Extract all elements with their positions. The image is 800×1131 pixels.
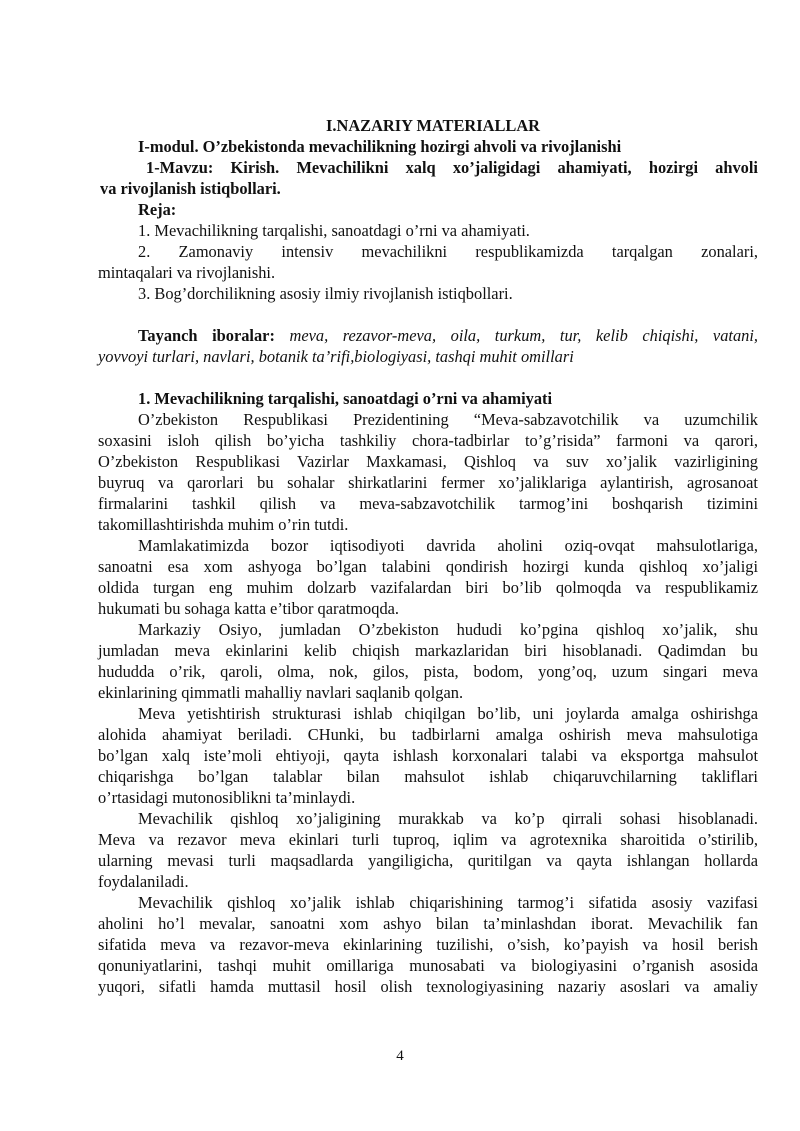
paragraph-line: Mevachilik qishloq xo’jalik ishlab chiqarishining tarmog’i sifatida asosiy vazifasi: [138, 893, 758, 912]
paragraph-line: Mevachilik qishloq xo’jaligining murakkab va ko’p qirrali sohasi hisoblanadi.: [138, 809, 758, 828]
paragraph-line: ekinlarining qimmatli mahalliy navlari saqlanib qolgan.: [98, 683, 464, 702]
keywords-text-1: meva, rezavor-meva, oila, turkum, tur, kelib chiqishi, vatani,: [289, 326, 758, 345]
paragraph-line: jumladan meva ekinlarini kelib chiqish markazlaridan biri hisoblanadi. Qadimdan bu: [98, 641, 758, 660]
plan-item-2-line-1: 2. Zamonaviy intensiv mevachilikni respublikamizda tarqalgan zonalari,: [138, 242, 758, 261]
paragraph-line: ularning mevasi turli maqsadlarda yangiligicha, quritilgan va qayta ishlangan hollarda: [98, 851, 758, 870]
document-page: [98, 115, 758, 997]
paragraph-line: firmalarini tashkil qilish va meva-sabzavotchilik tarmog’ini boshqarish tizimini: [98, 494, 758, 513]
topic-heading-line-1: 1-Mavzu: Kirish. Mevachilikni xalq xo’jaligidagi ahamiyati, hozirgi ahvoli: [146, 158, 758, 177]
paragraph-line: hududda o’rik, qaroli, olma, nok, gilos, pista, bodom, yong’oq, uzum singari meva: [98, 662, 758, 681]
paragraph-5: [98, 808, 758, 892]
plan-item-3: 3. Bog’dorchilikning asosiy ilmiy rivojlanish istiqbollari.: [138, 284, 513, 303]
plan-label: Reja:: [138, 200, 177, 219]
keywords-line-2: yovvoyi turlari, navlari, botanik ta’rifi,biologiyasi, tashqi muhit omillari: [98, 347, 574, 366]
paragraph-1: [98, 409, 758, 535]
page-number: 4: [396, 1048, 404, 1064]
paragraph-line: alohida ahamiyat beriladi. CHunki, bu tadbirlarni amalga oshirish meva mahsulotiga: [98, 725, 758, 744]
paragraph-line: Markaziy Osiyo, jumladan O’zbekiston hududi ko’pgina qishloq xo’jalik, shu: [138, 620, 758, 639]
section-1-title: 1. Mevachilikning tarqalishi, sanoatdagi o’rni va ahamiyati: [138, 389, 553, 408]
section-heading: I.NAZARIY MATERIALLAR: [326, 116, 541, 135]
paragraph-line: O’zbekiston Respublikasi Vazirlar Maxkamasi, Qishloq va suv xo’jalik vazirligining: [98, 452, 758, 471]
paragraph-4: [98, 703, 758, 808]
paragraph-line: hukumati bu sohaga katta e’tibor qaratmoqda.: [98, 599, 400, 618]
paragraph-3: [98, 619, 758, 703]
paragraph-line: sanoatni esa xom ashyoga bo’lgan talabini qondirish hozirgi kunda qishloq xo’jaligi: [98, 557, 758, 576]
paragraph-line: O’zbekiston Respublikasi Prezidentining “Meva-sabzavotchilik va uzumchilik: [138, 410, 758, 429]
paragraph-2: [98, 535, 758, 619]
paragraph-line: soxasini isloh qilish bo’yicha tashkiliy chora-tadbirlar to’g’risida” farmoni va qarori,: [98, 431, 758, 450]
paragraph-line: qonuniyatlarini, tashqi muhit omillariga munosabati va biologiyasini o’rganish asosida: [98, 956, 758, 975]
paragraph-line: buyruq va qarorlari bu sohalar shirkatlarini fermer xo’jaliklariga aylantirish, agrosanoat: [98, 473, 758, 492]
keywords-line-1: [98, 325, 758, 346]
module-heading: I-modul. O’zbekistonda mevachilikning hozirgi ahvoli va rivojlanishi: [138, 137, 622, 156]
spacer: [98, 304, 758, 325]
paragraph-line: Meva yetishtirish strukturasi ishlab chiqilgan bo’lib, uni joylarda amalga oshirishga: [138, 704, 758, 723]
paragraph-line: foydalaniladi.: [98, 872, 189, 891]
topic-heading-line-2: va rivojlanish istiqbollari.: [100, 179, 281, 198]
paragraph-6: [98, 892, 758, 997]
paragraph-line: sifatida meva va rezavor-meva ekinlarining tuzilishi, o’sish, ko’payish va hosil berish: [98, 935, 758, 954]
paragraph-line: oldida turgan eng muhim dolzarb vazifalardan biri bo’lib qolmoqda va respublikamiz: [98, 578, 758, 597]
spacer: [98, 367, 758, 388]
paragraph-line: aholini ho’l mevalar, sanoatni xom ashyo bilan ta’minlashdan iborat. Mevachilik fan: [98, 914, 758, 933]
paragraph-line: bo’lgan xalq iste’moli ehtiyoji, qayta ishlash korxonalari talabi va eksportga mahsulot: [98, 746, 758, 765]
paragraph-line: Mamlakatimizda bozor iqtisodiyoti davrida aholini oziq-ovqat mahsulotlariga,: [138, 536, 758, 555]
paragraph-line: o’rtasidagi mutonosiblikni ta’minlaydi.: [98, 788, 356, 807]
plan-item-1: 1. Mevachilikning tarqalishi, sanoatdagi o’rni va ahamiyati.: [138, 221, 530, 240]
paragraph-line: Meva va rezavor meva ekinlari turli tuproq, iqlim va agrotexnika sharoitida o’stirilib,: [98, 830, 758, 849]
plan-item-2-line-2: mintaqalari va rivojlanishi.: [98, 263, 276, 282]
paragraph-line: chiqarishga bo’lgan talablar bilan mahsulot ishlab chiqaruvchilarning takliflari: [98, 767, 758, 786]
paragraph-line: yuqori, sifatli hamda muttasil hosil olish texnologiyasining nazariy asoslari va amaliy: [98, 977, 758, 996]
paragraph-line: takomillashtirishda muhim o’rin tutdi.: [98, 515, 349, 534]
keywords-label: Tayanch iboralar:: [138, 326, 275, 345]
